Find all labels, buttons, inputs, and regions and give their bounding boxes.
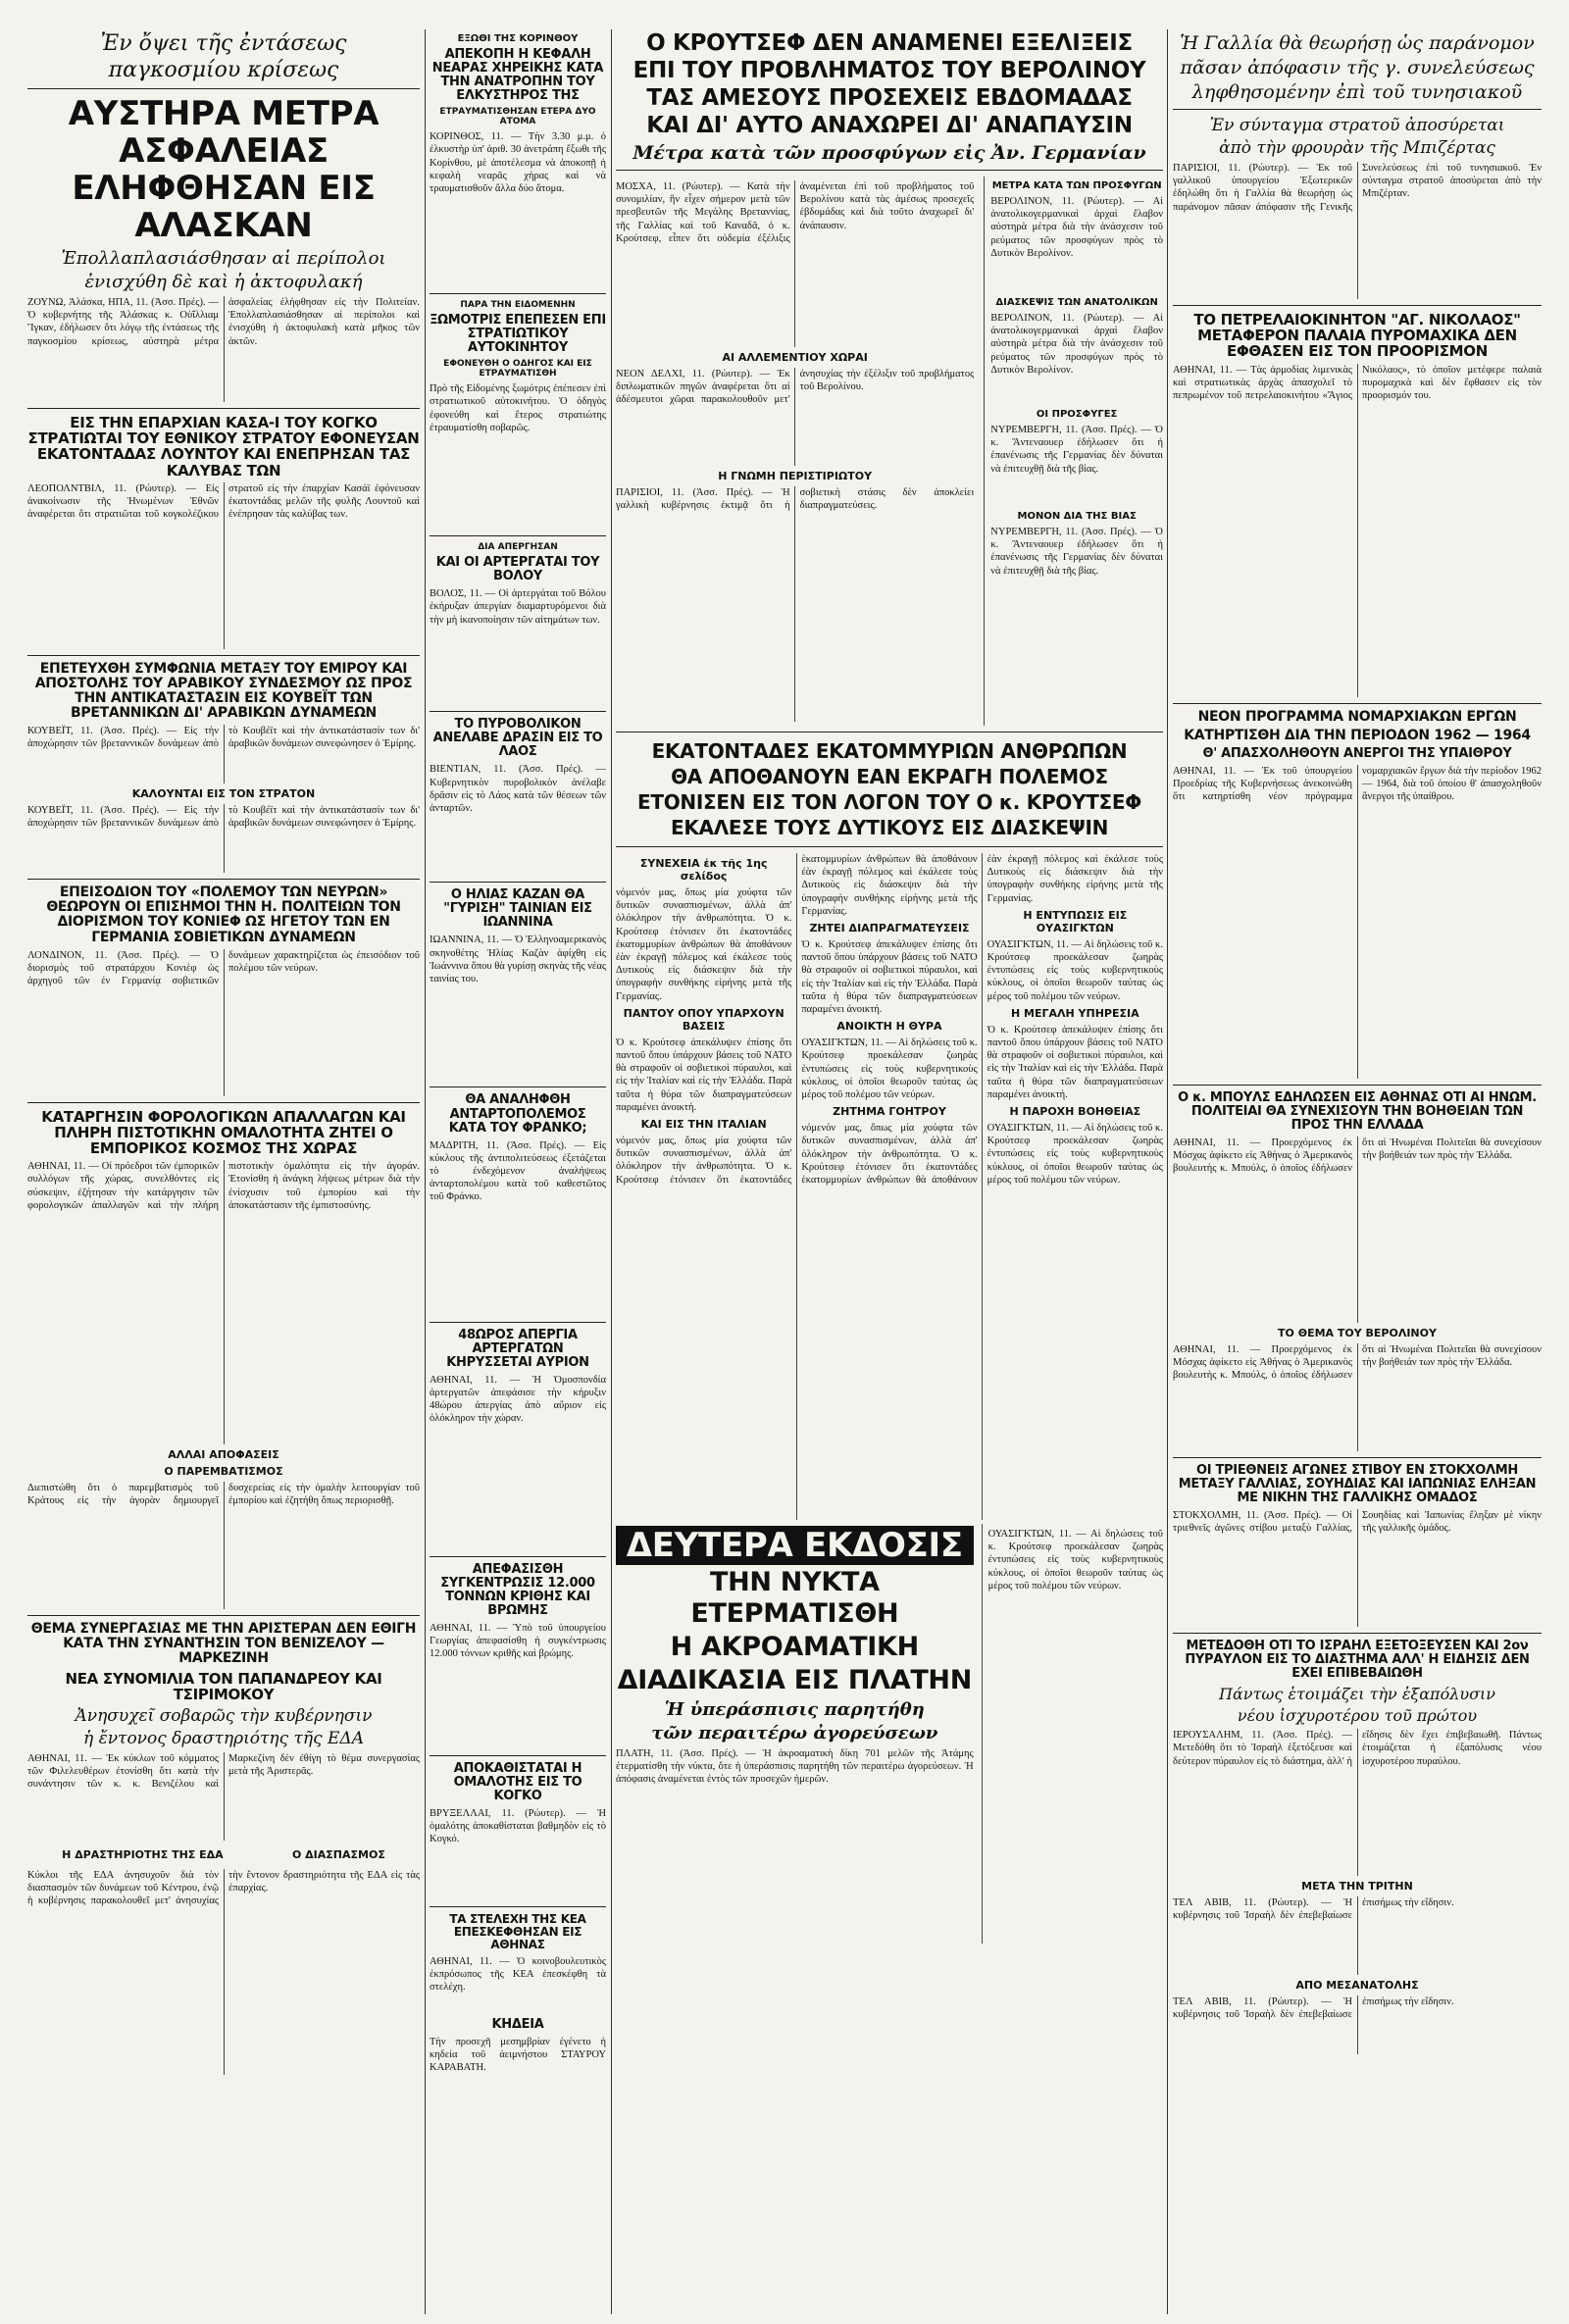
article-text: ΑΘΗΝΑΙ, 11. — Ἐκ τοῦ ὑπουργείου Προεδρίας τῆς Κυβερνήσεως ἀνεκοινώθη ὅτι κατηρτίσθη νέον πρόγραμμα νομαρχιακῶν ἔργων διὰ τὴν περίοδον 1962 — 1964, διὰ τοῦ ὁποίου θ' ἀπασχοληθοῦν ἄνεργοι τῆς ὑπαίθρου.: [1173, 765, 1542, 803]
section-subhead: ΚΑΛΟΥΝΤΑΙ ΕΙΣ ΤΟΝ ΣΤΡΑΤΟΝ: [131, 787, 316, 801]
subheadline: ἀπὸ τὴν φρουρὰν τῆς Μπιζέρτας: [1219, 138, 1495, 158]
headline: ΑΠΕΚΟΠΗ Η ΚΕΦΑΛΗ ΝΕΑΡΑΣ ΧΗΡΕΙΚΗΣ ΚΑΤΑ ΤΗΝ ΑΝΑΤΡΟΠΗΝ ΤΟΥ ΕΛΚΥΣΤΗΡΟΣ ΤΗΣ: [431, 47, 604, 104]
article-text: ΑΘΗΝΑΙ, 11. — Οἱ πρόεδροι τῶν ἐμπορικῶν συλλόγων τῆς χώρας, συνελθόντες εἰς σύσκεψιν, ἐζήτησαν τὴν κατάργησιν τῶν φορολογικῶν ἀπαλλαγῶν καὶ τὴν πλήρη πιστοτικὴν ὁμαλότητα εἰς τὴν ἀγοράν. Ἐτονίσθη ἡ ἀνάγκη λήψεως μέτρων διὰ τὴν ἐνίσχυσιν τοῦ ἐμπορίου καὶ τὴν ἀποκατάστασιν τῆς ἐμπιστοσύνης.: [27, 1161, 420, 1211]
kicker: Ἐν ὄψει τῆς ἐντάσεως: [100, 31, 347, 56]
headline: ΤΗΝ ΝΥΚΤΑ ΕΤΕΡΜΑΤΙΣΘΗ: [690, 1567, 899, 1629]
section-subhead: Η ΠΑΡΟΧΗ ΒΟΗΘΕΙΑΣ: [1009, 1105, 1141, 1119]
section-subhead: ΖΗΤΗΜΑ ΓΟΗΤΡΟΥ: [833, 1105, 946, 1119]
column-rule: [1167, 29, 1168, 2314]
section-subhead: ΔΙΑΣΚΕΨΙΣ ΤΩΝ ΑΝΑΤΟΛΙΚΩΝ: [995, 297, 1158, 308]
headline: ΑΠΕΦΑΣΙΣΘΗ ΣΥΓΚΕΝΤΡΩΣΙΣ 12.000 ΤΟΝΝΩΝ ΚΡΙΘΗΣ ΚΑΙ ΒΡΩΜΗΣ: [440, 1561, 595, 1618]
section-subhead: Η ΔΡΑΣΤΗΡΙΟΤΗΣ ΤΗΣ ΕΔΑ: [62, 1847, 224, 1861]
subheadline: Ἐπολλαπλασιάσθησαν αἱ περίπολοι: [61, 248, 386, 269]
edition-banner: ΔΕΥΤΕΡΑ ΕΚΔΟΣΙΣ: [616, 1526, 974, 1565]
headline: ΚΑΤΑΡΓΗΣΙΝ ΦΟΡΟΛΟΓΙΚΩΝ ΑΠΑΛΛΑΓΩΝ ΚΑΙ ΠΛΗΡΗ ΠΙΣΤΟΤΙΚΗΝ ΟΜΑΛΟΤΗΤΑ ΖΗΤΕΙ Ο ΕΜΠΟΡΙΚΟΣ ΚΟΣΜΟΣ ΤΗΣ ΧΩΡΑΣ: [41, 1107, 406, 1157]
headline: ΘΕΜΑ ΣΥΝΕΡΓΑΣΙΑΣ ΜΕ ΤΗΝ ΑΡΙΣΤΕΡΑΝ ΔΕΝ ΕΘΙΓΗ ΚΑΤΑ ΤΗΝ ΣΥΝΑΝΤΗΣΙΝ ΤΟΝ ΒΕΝΙΖΕΛΟΥ — ΜΑΡΚΕΖΙΝΗ: [30, 1621, 417, 1667]
article-text: ΒΕΡΟΛΙΝΟΝ, 11. (Ρώυτερ). — Αἱ ἀνατολικογερμανικαὶ ἀρχαὶ ἔλαβον αὐστηρὰ μέτρα διὰ τὴν ἀνάσχεσιν τοῦ ρεύματος τῶν προσφύγων πρὸς τὸ Δυτικὸν Βερολίνον.: [990, 196, 1163, 259]
article-text: ΑΘΗΝΑΙ, 11. — Ἡ Ὁμοσπονδία ἀρτεργατῶν ἀπεφάσισε τὴν κήρυξιν 48ώρου ἀπεργίας ἀπὸ αὔριον εἰς ὁλόκληρον τὴν χώραν.: [430, 1374, 606, 1425]
headline: ΕΠΕΙΣΟΔΙΟΝ ΤΟΥ «ΠΟΛΕΜΟΥ ΤΩΝ ΝΕΥΡΩΝ» ΘΕΩΡΟΥΝ ΟΙ ΕΠΙΣΗΜΟΙ ΤΗΝ Η. ΠΟΛΙΤΕΙΩΝ ΤΟΝ ΔΙΟΡΙΣΜΟΝ ΤΟΥ ΚΟΝΙΕΦ ΩΣ ΗΓΕΤΟΥ ΤΩΝ ΕΝ ΓΕΡΜΑΝΙΑ ΣΟΒΙΕΤΙΚΩΝ ΔΥΝΑΜΕΩΝ: [46, 884, 401, 945]
headline: ΝΕΟΝ ΠΡΟΓΡΑΜΜΑ ΝΟΜΑΡΧΙΑΚΩΝ ΕΡΓΩΝ: [1197, 708, 1517, 725]
article-text: ΒΟΛΟΣ, 11. — Οἱ ἀρτεργάται τοῦ Βόλου ἐκήρυξαν ἀπεργίαν διαμαρτυρόμενοι διὰ τὴν μὴ ἱκανοποίησιν τῶν αἰτημάτων των.: [430, 588, 606, 626]
article-text: ΑΘΗΝΑΙ, 11. — Ὑπὸ τοῦ ὑπουργείου Γεωργίας ἀπεφασίσθη ἡ συγκέντρωσις 12.000 τόννων κριθῆς καὶ βρώμης.: [430, 1622, 606, 1660]
article-text: ΑΘΗΝΑΙ, 11. — Ἐκ κύκλων τοῦ κόμματος τῶν Φιλελευθέρων ἐτονίσθη ὅτι κατὰ τὴν συνάντησιν τῶν κ. κ. Βενιζέλου καὶ Μαρκεζίνη δὲν ἐθίγη τὸ θέμα συνεργασίας μετὰ τῆς Ἀριστερᾶς.: [27, 1752, 420, 1791]
headline: ΕΙΣ ΤΗΝ ΕΠΑΡΧΙΑΝ ΚΑΣΑ-Ι ΤΟΥ ΚΟΓΚΟ ΣΤΡΑΤΙΩΤΑΙ ΤΟΥ ΕΘΝΙΚΟΥ ΣΤΡΑΤΟΥ ΕΦΟΝΕΥΣΑΝ ΕΚΑΤΟΝΤΑΔΑΣ ΛΟΥΝΤΟΥ ΚΑΙ ΕΝΕΠΡΗΣΑΝ ΤΑΣ ΚΑΛΥΒΑΣ ΤΩΝ: [27, 414, 420, 480]
headline: ΚΗΔΕΙΑ: [491, 2016, 544, 2032]
article-text: Διεπιστώθη ὅτι ὁ παρεμβατισμὸς τοῦ Κράτους εἰς τὴν ἀγορὰν δημιουργεῖ δυσχερείας εἰς τὴν ὁμαλὴν λειτουργίαν τοῦ ἐμπορίου καὶ ἐζητήθη ὅπως περιορισθῇ.: [27, 1483, 420, 1507]
section-subhead: Ο ΠΑΡΕΜΒΑΤΙΣΜΟΣ: [164, 1465, 283, 1479]
headline: Ο ΗΛΙΑΣ ΚΑΖΑΝ ΘΑ "ΓΥΡΙΣΗ" ΤΑΙΝΙΑΝ ΕΙΣ ΙΩΑΝΝΙΝΑ: [443, 887, 592, 931]
headline: Η ΑΚΡΟΑΜΑΤΙΚΗ: [670, 1632, 919, 1662]
left-column: [27, 29, 420, 2314]
headline: ΟΙ ΤΡΙΕΘΝΕΙΣ ΑΓΩΝΕΣ ΣΤΙΒΟΥ ΕΝ ΣΤΟΚΧΟΛΜΗ ΜΕΤΑΞΥ ΓΑΛΛΙΑΣ, ΣΟΥΗΔΙΑΣ ΚΑΙ ΙΑΠΩΝΙΑΣ ΕΛΗΞΑΝ ΜΕ ΝΙΚΗΝ ΤΗΣ ΓΑΛΛΙΚΗΣ ΟΜΑΔΟΣ: [1178, 1462, 1537, 1505]
subheadline: τῶν περαιτέρω ἀγορεύσεων: [651, 1723, 938, 1743]
article-text: ΜΑΔΡΙΤΗ, 11. (Ἀσσ. Πρές). — Εἰς κύκλους τῆς ἀντιπολιτεύσεως ἐξετάζεται τὸ ἐνδεχόμενον ἀναλήψεως ἀνταρτοπολέμου κατὰ τοῦ καθεστῶτος τοῦ Φράνκο.: [430, 1139, 606, 1203]
section-subhead: ΑΛΛΑΙ ΑΠΟΦΑΣΕΙΣ: [168, 1448, 279, 1462]
article-text: ΝΕΟΝ ΔΕΛΧΙ, 11. (Ρώυτερ). — Ἐκ διπλωματικῶν πηγῶν ἀναφέρεται ὅτι αἱ ἀδέσμευτοι χῶραι παρακολουθοῦν μετ' ἀνησυχίας τὴν ἐξέλιξιν τοῦ προβλήματος τοῦ Βερολίνου.: [616, 369, 975, 406]
kicker: ΕΞΩΘΙ ΤΗΣ ΚΟΡΙΝΘΟΥ: [457, 33, 579, 44]
subheadline: Ἐν σύνταγμα στρατοῦ ἀποσύρεται: [1209, 116, 1505, 135]
article-text: ΟΥΑΣΙΓΚΤΩΝ, 11. — Αἱ δηλώσεις τοῦ κ. Κρούτσεφ προεκάλεσαν ζωηρὰς ἐντυπώσεις εἰς τοὺς κυβερνητικοὺς κύκλους, οἱ ὁποῖοι θεωροῦν ταύτας ὡς μέρος τοῦ πολέμου τῶν νεύρων.: [987, 938, 1163, 1002]
article-text: ΚΟΡΙΝΘΟΣ, 11. — Τὴν 3.30 μ.μ. ὁ ἐλκυστὴρ ὑπ' ἀριθ. 30 ἀνετράπη ἔξωθι τῆς Κορίνθου, μὲ ἀποτέλεσμα νὰ ἀποκοπῇ ἡ κεφαλὴ νεαρᾶς χήρας καὶ νὰ τραυματισθοῦν ἄλλα δύο ἄτομα.: [430, 131, 606, 194]
lead-headline: ΤΑΣ ΑΜΕΣΟΥΣ ΠΡΟΣΕΧΕΙΣ ΕΒΔΟΜΑΔΑΣ: [646, 85, 1133, 111]
article-text: ΒΕΡΟΛΙΝΟΝ, 11. (Ρώυτερ). — Αἱ ἀνατολικογερμανικαὶ ἀρχαὶ ἔλαβον αὐστηρὰ μέτρα διὰ τὴν ἀνάσχεσιν τοῦ ρεύματος τῶν προσφύγων πρὸς τὸ Δυτικὸν Βερολίνον.: [990, 313, 1163, 376]
section-subhead: ΣΥΝΕΧΕΙΑ ἐκ τῆς 1ης σελίδος: [639, 857, 768, 883]
subheadline: νέου ἰσχυροτέρου τοῦ πρώτου: [1237, 1706, 1478, 1726]
kicker: ΔΙΑ ΑΠΕΡΓΗΣΑΝ: [478, 542, 558, 553]
section-subhead: Η ΓΝΩΜΗ ΠΕΡΙΣΤΙΡΙΩΤΟΥ: [718, 470, 873, 482]
headline: ΔΙΑΔΙΚΑΣΙΑ ΕΙΣ ΠΛΑΤΗΝ: [617, 1665, 973, 1695]
article-text: ΙΩΑΝΝΙΝΑ, 11. — Ὁ Ἑλληνοαμερικανὸς σκηνοθέτης Ἠλίας Καζὰν ἀφίχθη εἰς Ἰωάννινα ὅπου θὰ γυρίσῃ σκηνὰς τῆς νέας ταινίας του.: [430, 935, 606, 985]
lead-headline: Ο ΚΡΟΥΤΣΕΦ ΔΕΝ ΑΝΑΜΕΝΕΙ ΕΞΕΛΙΞΕΙΣ: [646, 30, 1133, 56]
narrow-column: [430, 29, 606, 2314]
headline: ΕΤΟΝΙΣΕΝ ΕΙΣ ΤΟΝ ΛΟΓΟΝ ΤΟΥ Ο κ. ΚΡΟΥΤΣΕΦ: [637, 790, 1141, 814]
headline: Θ' ΑΠΑΣΧΟΛΗΘΟΥΝ ΑΝΕΡΓΟΙ ΤΗΣ ΥΠΑΙΘΡΟΥ: [1202, 745, 1512, 761]
article-text: Τὴν προσεχῆ μεσημβρίαν ἐγένετο ἡ κηδεία τοῦ ἀειμνήστου ΣΤΑΥΡΟΥ ΚΑΡΑΒΑΤΗ.: [430, 2036, 606, 2074]
article-text: ΤΕΛ ΑΒΙΒ, 11. (Ρώυτερ). — Ἡ κυβέρνησις τοῦ Ἰσραὴλ δὲν ἐπεβεβαίωσε ἐπισήμως τὴν εἴδησιν.: [1173, 1996, 1454, 2021]
subheadline: Μέτρα κατὰ τῶν προσφύγων εἰς Ἀν. Γερμανίαν: [633, 142, 1146, 164]
article-text: ΛΕΟΠΟΛΝΤΒΙΛ, 11. (Ρώυτερ). — Εἰς ἀνακοίνωσιν τῆς Ἡνωμένων Ἐθνῶν ἀναφέρεται ὅτι στρατιῶται τοῦ κογκολέζικου στρατοῦ εἰς τὴν ἐπαρχίαν Κασάϊ ἐφόνευσαν ἑκατοντάδας μελῶν τῆς φυλῆς Λουντοῦ καὶ ἐνέπρησαν τὰς καλύβας των.: [27, 482, 420, 521]
section-subhead: Ο ΔΙΑΣΠΑΣΜΟΣ: [291, 1847, 385, 1861]
lead-headline: ληφθησομένην ἐπὶ τοῦ τυνησιακοῦ: [1191, 81, 1523, 103]
article-text: ΟΥΑΣΙΓΚΤΩΝ, 11. — Αἱ δηλώσεις τοῦ κ. Κρούτσεφ προεκάλεσαν ζωηρὰς ἐντυπώσεις εἰς τοὺς κυβερνητικοὺς κύκλους, οἱ ὁποῖοι θεωροῦν ταύτας ὡς μέρος τοῦ πολέμου τῶν νεύρων.: [987, 1529, 1163, 1591]
subheadline: ἡ ἔντονος δραστηριότης τῆς ΕΔΑ: [83, 1728, 364, 1748]
headline: Ο κ. ΜΠΟΥΛΣ ΕΔΗΛΩΣΕΝ ΕΙΣ ΑΘΗΝΑΣ ΟΤΙ ΑΙ ΗΝΩΜ. ΠΟΛΙΤΕΙΑΙ ΘΑ ΣΥΝΕΧΙΣΟΥΝ ΤΗΝ ΒΟΗΘΕΙΑΝ ΤΩΝ ΠΡΟΣ ΤΗΝ ΕΛΛΑΔΑ: [1178, 1089, 1537, 1133]
section-subhead: ΤΟ ΘΕΜΑ ΤΟΥ ΒΕΡΟΛΙΝΟΥ: [1278, 1326, 1437, 1339]
right-column: [1173, 29, 1542, 2314]
article-text: ΠΛΑΤΗ, 11. (Ἀσσ. Πρές). — Ἡ ἀκροαματικὴ δίκη 701 μελῶν τῆς Ἀτάμης ἐτερματίσθη τὴν νύκτα, ὅτε ἡ ὑπεράσπισις παρητήθη τῶν περαιτέρω ἀγορεύσεων. Ἡ ἀπόφασις ἀναμένεται ἐντὸς τῶν προσεχῶν ἡμερῶν.: [616, 1748, 974, 1786]
section-subhead: ΜΕΤΑ ΤΗΝ ΤΡΙΤΗΝ: [1301, 1880, 1413, 1894]
lead-headline: ΚΑΙ ΔΙ' ΑΥΤΟ ΑΝΑΧΩΡΕΙ ΔΙ' ΑΝΑΠΑΥΣΙΝ: [646, 113, 1133, 138]
section-subhead: Η ΜΕΓΑΛΗ ΥΠΗΡΕΣΙΑ: [1010, 1006, 1139, 1020]
article-text: νόμενόν μας, ὅπως μία χούφτα τῶν δυτικῶν συνασπισμένων, ἀλλὰ ἀπ' ὁλόκληρον τὴν ἀνθρωπότητα. Ὁ κ. Κρούτσεφ ἐτόνισεν ὅτι ἑκατοντάδες ἑκατομμυρίων ἀνθρώπων θὰ ἀποθάνουν ἐὰν ἐκραγῇ πόλεμος καὶ ἐκάλεσε τοὺς Δυτικοὺς εἰς διάσκεψιν διὰ τὴν ὑπογραφὴν συνθήκης εἰρήνης μετὰ τῆς Γερμανίας.: [616, 854, 978, 1186]
section-subhead: ΕΦΟΝΕΥΘΗ Ο ΟΔΗΓΟΣ ΚΑΙ ΕΙΣ ΕΤΡΑΥΜΑΤΙΣΘΗ: [443, 359, 592, 379]
article-text: νόμενόν μας, ὅπως μία χούφτα τῶν δυτικῶν συνασπισμένων, ἀλλὰ ἀπ' ὁλόκληρον τὴν ἀνθρωπότητα. Ὁ κ. Κρούτσεφ ἐτόνισεν ὅτι ἑκατοντάδες ἑκατομμυρίων ἀνθρώπων θὰ ἀποθάνουν ἐὰν ἐκραγῇ πόλεμος καὶ ἐκάλεσε τοὺς Δυτικοὺς εἰς διάσκεψιν διὰ τὴν ὑπογραφὴν συνθήκης εἰρήνης μετὰ τῆς Γερμανίας.: [801, 854, 1163, 1187]
article-text: ΑΘΗΝΑΙ, 11. — Προερχόμενος ἐκ Μόσχας ἀφίκετο εἰς Ἀθήνας ὁ Ἀμερικανὸς βουλευτὴς κ. Μπούλς, ὁ ὁποῖος ἐδήλωσεν ὅτι αἱ Ἡνωμέναι Πολιτεῖαι θὰ συνεχίσουν τὴν βοήθειάν των πρὸς τὴν Ἑλλάδα.: [1173, 1137, 1542, 1175]
article-text: ΑΘΗΝΑΙ, 11. — Προερχόμενος ἐκ Μόσχας ἀφίκετο εἰς Ἀθήνας ὁ Ἀμερικανὸς βουλευτὴς κ. Μπούλς, ὁ ὁποῖος ἐδήλωσεν ὅτι αἱ Ἡνωμέναι Πολιτεῖαι θὰ συνεχίσουν τὴν βοήθειάν των πρὸς τὴν Ἑλλάδα.: [1173, 1343, 1542, 1382]
kicker: ΠΑΡΑ ΤΗΝ ΕΙΔΟΜΕΝΗΝ: [460, 300, 576, 311]
section-subhead: ΜΕΤΡΑ ΚΑΤΑ ΤΩΝ ΠΡΟΣΦΥΓΩΝ: [991, 180, 1162, 191]
headline: ΤΟ ΠΥΡΟΒΟΛΙΚΟΝ ΑΝΕΛΑΒΕ ΔΡΑΣΙΝ ΕΙΣ ΤΟ ΛΑΟΣ: [432, 717, 603, 760]
article-text: ΝΥΡΕΜΒΕΡΓΗ, 11. (Ἀσσ. Πρές). — Ὁ κ. Ἄντεναουερ ἐδήλωσεν ὅτι ἡ ἐπανένωσις τῆς Γερμανίας δὲν δύναται νὰ ἐπιτευχθῇ διὰ τῆς βίας.: [990, 425, 1163, 475]
article-text: ΠΑΡΙΣΙΟΙ, 11. (Ρώυτερ). — Ἐκ τοῦ γαλλικοῦ ὑπουργείου Ἐξωτερικῶν ἐδηλώθη ὅτι ἡ Γαλλία θὰ θεωρήσῃ ὡς παράνομον πᾶσαν ἀπόφασιν τῆς Γενικῆς Συνελεύσεως ἐπὶ τοῦ τυνησιακοῦ. Ἐν σύνταγμα στρατοῦ ἀποσύρεται ἀπὸ τὴν Μπιζέρταν.: [1173, 163, 1542, 213]
column-rule: [611, 29, 612, 2314]
subheadline: Ἡ ὑπεράσπισις παρητήθη: [664, 1699, 925, 1720]
article-text: ΚΟΥΒΕΪΤ, 11. (Ἀσσ. Πρές). — Εἰς τὴν ἀποχώρησιν τῶν βρεταννικῶν δυνάμεων ἀπὸ τὸ Κουβέϊτ καὶ τὴν ἀντικατάστασίν των δι' ἀραβικῶν δυνάμεων συνεφώνησεν ὁ Ἐμίρης.: [27, 805, 420, 830]
section-subhead: ΜΟΝΟΝ ΔΙΑ ΤΗΣ ΒΙΑΣ: [1017, 511, 1137, 522]
article-text: ΝΥΡΕΜΒΕΡΓΗ, 11. (Ἀσσ. Πρές). — Ὁ κ. Ἄντεναουερ ἐδήλωσεν ὅτι ἡ ἐπανένωσις τῆς Γερμανίας δὲν δύναται νὰ ἐπιτευχθῇ διὰ τῆς βίας.: [990, 527, 1163, 577]
article-text: Κύκλοι τῆς ΕΔΑ ἀνησυχοῦν διὰ τὸν διασπασμὸν τῶν δυνάμεων τοῦ Κέντρου, ἐνῷ ἡ κυβέρνησις παρακολουθεῖ μετ' ἀνησυχίας τὴν ἔντονον δραστηριότητα τῆς ΕΔΑ εἰς τὰς ἐπαρχίας.: [27, 1869, 420, 1907]
subheadline: Πάντως ἑτοιμάζει τὴν ἐξαπόλυσιν: [1219, 1685, 1495, 1704]
headline: ΑΠΟΚΑΘΙΣΤΑΤΑΙ Η ΟΜΑΛΟΤΗΣ ΕΙΣ ΤΟ ΚΟΓΚΟ: [453, 1760, 582, 1803]
article-text: ΜΟΣΧΑ, 11. (Ρώυτερ). — Κατὰ τὴν συνομιλίαν, ἣν εἶχεν σήμερον μετὰ τῶν πρεσβευτῶν τῆς Μεγάλης Βρεταννίας, τῆς Γαλλίας καὶ τοῦ Καναδᾶ, ὁ κ. Κρούτσεφ, εἶπεν ὅτι οὐδεμία ἐξέλιξις ἀναμένεται ἐπὶ τοῦ προβλήματος τοῦ Βερολίνου κατὰ τὰς ἀμέσως προσεχεῖς ἑβδομάδας καὶ διὰ τοῦτο ἀναχωρεῖ δι' ἀνάπαυσιν.: [616, 181, 975, 244]
section-subhead: ΟΙ ΠΡΟΣΦΥΓΕΣ: [1036, 409, 1118, 420]
section-subhead: ΕΤΡΑΥΜΑΤΙΣΘΗΣΑΝ ΕΤΕΡΑ ΔΥΟ ΑΤΟΜΑ: [439, 107, 596, 127]
lead-headline: ΕΠΙ ΤΟΥ ΠΡΟΒΛΗΜΑΤΟΣ ΤΟΥ ΒΕΡΟΛΙΝΟΥ: [633, 58, 1146, 83]
section-subhead: ΚΑΙ ΕΙΣ ΤΗΝ ΙΤΑΛΙΑΝ: [640, 1118, 767, 1132]
subheadline: ἐνισχύθη δὲ καὶ ἡ ἀκτοφυλακή: [84, 272, 363, 292]
article-text: ΒΡΥΞΕΛΛΑΙ, 11. (Ρώυτερ). — Ἡ ὁμαλότης ἀποκαθίσταται βαθμηδὸν εἰς τὸ Κογκό.: [430, 1807, 606, 1845]
kicker: παγκοσμίου κρίσεως: [108, 58, 339, 82]
headline: ΕΚΑΤΟΝΤΑΔΕΣ ΕΚΑΤΟΜΜΥΡΙΩΝ ΑΝΘΡΩΠΩΝ: [651, 739, 1128, 763]
headline: ΚΑΤΗΡΤΙΣΘΗ ΔΙΑ ΤΗΝ ΠΕΡΙΟΔΟΝ 1962 — 1964: [1184, 727, 1531, 743]
article-text: Ὁ κ. Κρούτσεφ ἀπεκάλυψεν ἐπίσης ὅτι παντοῦ ὅπου ὑπάρχουν βάσεις τοῦ ΝΑΤΟ θὰ στραφοῦν οἱ σοβιετικοὶ πύραυλοι, καὶ εἰς τὴν Ἰταλίαν καὶ εἰς τὴν Ἑλλάδα. Παρὰ ταῦτα ἡ θύρα τῶν διαπραγματεύσεων παραμένει ἀνοικτή.: [616, 1036, 792, 1113]
lead-headline: πᾶσαν ἀπόφασιν τῆς γ. συνελεύσεως: [1180, 57, 1535, 78]
headline: ΕΠΕΤΕΥΧΘΗ ΣΥΜΦΩΝΙΑ ΜΕΤΑΞΥ ΤΟΥ ΕΜΙΡΟΥ ΚΑΙ ΑΠΟΣΤΟΛΗΣ ΤΟΥ ΑΡΑΒΙΚΟΥ ΣΥΝΔΕΣΜΟΥ ΩΣ ΠΡΟΣ ΤΗΝ ΑΝΤΙΚΑΤΑΣΤΑΣΙΝ ΕΙΣ ΚΟΥΒΕΪΤ ΤΩΝ ΒΡΕΤΑΝΝΙΚΩΝ ΔΙ' ΑΡΑΒΙΚΩΝ ΔΥΝΑΜΕΩΝ: [34, 660, 413, 722]
section-subhead: ΑΝΟΙΚΤΗ Η ΘΥΡΑ: [836, 1020, 942, 1034]
headline: ΝΕΑ ΣΥΝΟΜΙΛΙΑ ΤΟΝ ΠΑΠΑΝΔΡΕΟΥ ΚΑΙ ΤΣΙΡΙΜΟΚΟΥ: [65, 1669, 382, 1703]
article-text: ΖΟΥΝΩ, Ἀλάσκα, ΗΠΑ, 11. (Ἀσσ. Πρές). — Ὁ κυβερνήτης τῆς Ἀλάσκας κ. Οὐΐλλιαμ Ἴγκαν, ἐδήλωσεν ὅτι λόγῳ τῆς ἐντάσεως τῆς παγκοσμίου κρίσεως, αὐστηρὰ μέτρα ἀσφαλείας ἐλήφθησαν εἰς τὴν Πολιτείαν. Ἐπολλαπλασιάσθησαν αἱ περίπολοι καὶ ἐνισχύθη ἡ ἀκτοφυλακὴ κατὰ μῆκος τῶν ἀκτῶν.: [27, 297, 420, 347]
article-text: ΙΕΡΟΥΣΑΛΗΜ, 11. (Ἀσσ. Πρές). — Μετεδόθη ὅτι τὸ Ἰσραὴλ ἐξετόξευσε καὶ δεύτερον πύραυλον εἰς τὸ διάστημα, ἀλλ' ἡ εἴδησις δὲν ἔχει ἐπιβεβαιωθῆ. Πάντως ἑτοιμάζεται ἡ ἐξαπόλυσις νέου ἰσχυροτέρου πυραύλου.: [1173, 1730, 1542, 1767]
article-text: ΤΕΛ ΑΒΙΒ, 11. (Ρώυτερ). — Ἡ κυβέρνησις τοῦ Ἰσραὴλ δὲν ἐπεβεβαίωσε ἐπισήμως τὴν εἴδησιν.: [1173, 1897, 1454, 1922]
article-text: ΑΘΗΝΑΙ, 11. — Τὰς ἀρμοδίας λιμενικὰς καὶ στρατιωτικὰς ἀρχὰς ἀπασχολεῖ τὸ πεπρωμένον τοῦ πετρελαιοκινήτου «Ἅγιος Νικόλαος», τὸ ὁποῖον μετέφερε παλαιὰ πυρομαχικὰ καὶ δὲν ἔφθασεν εἰς τὸν προορισμόν του.: [1173, 364, 1542, 401]
lead-headline: Ἡ Γαλλία θὰ θεωρήσῃ ὡς παράνομον: [1180, 32, 1535, 54]
headline: 48ΩΡΟΣ ΑΠΕΡΓΙΑ ΑΡΤΕΡΓΑΤΩΝ ΚΗΡΥΣΣΕΤΑΙ ΑΥΡΙΟΝ: [446, 1327, 589, 1370]
article-text: ΛΟΝΔΙΝΟΝ, 11. (Ἀσσ. Πρές). — Ὁ διορισμὸς τοῦ στρατάρχου Κονιὲφ ὡς ἀρχηγοῦ τῶν ἐν Γερμανίᾳ σοβιετικῶν δυνάμεων χαρακτηρίζεται ὡς ἐπεισόδιον τοῦ πολέμου τῶν νεύρων.: [27, 949, 420, 987]
article-text: Ὁ κ. Κρούτσεφ ἀπεκάλυψεν ἐπίσης ὅτι παντοῦ ὅπου ὑπάρχουν βάσεις τοῦ ΝΑΤΟ θὰ στραφοῦν οἱ σοβιετικοὶ πύραυλοι, καὶ εἰς τὴν Ἰταλίαν καὶ εἰς τὴν Ἑλλάδα. Παρὰ ταῦτα ἡ θύρα τῶν διαπραγματεύσεων παραμένει ἀνοικτή.: [987, 1024, 1163, 1100]
section-subhead: Η ΕΝΤΥΠΩΣΙΣ ΕΙΣ ΟΥΑΣΙΓΚΤΩΝ: [1023, 908, 1128, 935]
article-text: ΟΥΑΣΙΓΚΤΩΝ, 11. — Αἱ δηλώσεις τοῦ κ. Κρούτσεφ προεκάλεσαν ζωηρὰς ἐντυπώσεις εἰς τοὺς κυβερνητικοὺς κύκλους, οἱ ὁποῖοι θεωροῦν ταύτας ὡς μέρος τοῦ πολέμου τῶν νεύρων.: [801, 1037, 978, 1101]
section-subhead: ΠΑΝΤΟΥ ΟΠΟΥ ΥΠΑΡΧΟΥΝ ΒΑΣΕΙΣ: [623, 1006, 784, 1033]
column-rule: [425, 29, 426, 2314]
article-text: ΟΥΑΣΙΓΚΤΩΝ, 11. — Αἱ δηλώσεις τοῦ κ. Κρούτσεφ προεκάλεσαν ζωηρὰς ἐντυπώσεις εἰς τοὺς κυβερνητικοὺς κύκλους, οἱ ὁποῖοι θεωροῦν ταύτας ὡς μέρος τοῦ πολέμου τῶν νεύρων.: [987, 1123, 1163, 1186]
headline: ΤΑ ΣΤΕΛΕΧΗ ΤΗΣ ΚΕΑ ΕΠΕΣΚΕΦΘΗΣΑΝ ΕΙΣ ΑΘΗΝΑΣ: [449, 1911, 586, 1951]
headline: ΞΩΜΟΤΡΙΣ ΕΠΕΠΕΣΕΝ ΕΠΙ ΣΤΡΑΤΙΩΤΙΚΟΥ ΑΥΤΟΚΙΝΗΤΟΥ: [430, 313, 606, 356]
headline: ΘΑ ΑΠΟΘΑΝΟΥΝ ΕΑΝ ΕΚΡΑΓΗ ΠΟΛΕΜΟΣ: [671, 765, 1108, 788]
section-subhead: ΖΗΤΕΙ ΔΙΑΠΡΑΓΜΑΤΕΥΣΕΙΣ: [809, 922, 970, 935]
article-text: Ὁ κ. Κρούτσεφ ἀπεκάλυψεν ἐπίσης ὅτι παντοῦ ὅπου ὑπάρχουν βάσεις τοῦ ΝΑΤΟ θὰ στραφοῦν οἱ σοβιετικοὶ πύραυλοι, καὶ εἰς τὴν Ἰταλίαν καὶ εἰς τὴν Ἑλλάδα. Παρὰ ταῦτα ἡ θύρα τῶν διαπραγματεύσεων παραμένει ἀνοικτή.: [801, 939, 978, 1016]
headline: ΑΥΣΤΗΡΑ ΜΕΤΡΑ ΑΣΦΑΛΕΙΑΣ ΕΛΗΦΘΗΣΑΝ ΕΙΣ ΑΛΑΣΚΑΝ: [68, 94, 380, 245]
headline: ΤΟ ΠΕΤΡΕΛΑΙΟΚΙΝΗΤΟΝ "ΑΓ. ΝΙΚΟΛΑΟΣ" ΜΕΤΑΦΕΡΟΝ ΠΑΛΑΙΑ ΠΥΡΟΜΑΧΙΚΑ ΔΕΝ ΕΦΘΑΣΕΝ ΕΙΣ ΤΟΝ ΠΡΟΟΡΙΣΜΟΝ: [1193, 311, 1521, 361]
article-text: ΣΤΟΚΧΟΛΜΗ, 11. (Ἀσσ. Πρές). — Οἱ τριεθνεῖς ἀγῶνες στίβου μεταξὺ Γαλλίας, Σουηδίας καὶ Ἰαπωνίας ἔληξαν μὲ νίκην τῆς γαλλικῆς ὁμάδος.: [1173, 1510, 1542, 1535]
headline: ΕΚΑΛΕΣΕ ΤΟΥΣ ΔΥΤΙΚΟΥΣ ΕΙΣ ΔΙΑΣΚΕΨΙΝ: [670, 816, 1109, 839]
center-block: [616, 29, 1163, 2314]
article-text: ΚΟΥΒΕΪΤ, 11. (Ἀσσ. Πρές). — Εἰς τὴν ἀποχώρησιν τῶν βρεταννικῶν δυνάμεων ἀπὸ τὸ Κουβέϊτ καὶ τὴν ἀντικατάστασίν των δι' ἀραβικῶν δυνάμεων συνεφώνησεν ὁ Ἐμίρης.: [27, 726, 420, 750]
headline: ΚΑΙ ΟΙ ΑΡΤΕΡΓΑΤΑΙ ΤΟΥ ΒΟΛΟΥ: [435, 555, 600, 584]
article-text: ΠΑΡΙΣΙΟΙ, 11. (Ἀσσ. Πρές). — Ἡ γαλλικὴ κυβέρνησις ἐκτιμᾷ ὅτι ἡ σοβιετικὴ στάσις δὲν ἀποκλείει διαπραγματεύσεις.: [616, 487, 975, 512]
article-text: νόμενόν μας, ὅπως μία χούφτα τῶν δυτικῶν συνασπισμένων, ἀλλὰ ἀπ' ὁλόκληρον τὴν ἀνθρωπότητα. Ὁ κ. Κρούτσεφ ἐτόνισεν ὅτι ἑκατοντάδες ἑκατομμυρίων ἀνθρώπων θὰ ἀποθάνουν ἐὰν ἐκραγῇ πόλεμος καὶ ἐκάλεσε τοὺς Δυτικοὺς εἰς διάσκεψιν διὰ τὴν ὑπογραφὴν συνθήκης εἰρήνης μετὰ τῆς Γερμανίας.: [616, 887, 792, 1002]
headline: ΜΕΤΕΔΟΘΗ ΟΤΙ ΤΟ ΙΣΡΑΗΛ ΕΞΕΤΟΞΕΥΣΕΝ ΚΑΙ 2ον ΠΥΡΑΥΛΟΝ ΕΙΣ ΤΟ ΔΙΑΣΤΗΜΑ ΑΛΛ' Η ΕΙΔΗΣΙΣ ΔΕΝ ΕΧΕΙ ΕΠΙΒΕΒΑΙΩΘΗ: [1185, 1639, 1530, 1682]
subheadline: Ἀνησυχεῖ σοβαρῶς τὴν κυβέρνησιν: [75, 1705, 373, 1726]
article-text: Πρὸ τῆς Εἰδομένης ξωμότρις ἐπέπεσεν ἐπὶ στρατιωτικοῦ αὐτοκινήτου. Ὁ ὁδηγὸς ἐφονεύθη καὶ ἕτερος στρατιώτης ἐτραυματίσθη σοβαρῶς.: [430, 383, 606, 433]
article-text: ΒΙΕΝΤΙΑΝ, 11. (Ἀσσ. Πρές). — Κυβερνητικὸν πυροβολικὸν ἀνέλαβε δρᾶσιν εἰς τὸ Λάος κατὰ τῶν θέσεων τῶν ἀνταρτῶν.: [430, 764, 606, 814]
article-text: ΑΘΗΝΑΙ, 11. — Ὁ κοινοβουλευτικὸς ἐκπρόσωπος τῆς ΚΕΑ ἐπεσκέφθη τὰ στελέχη.: [430, 1955, 606, 1994]
section-subhead: ΑΠΟ ΜΕΣΑΝΑΤΟΛΗΣ: [1295, 1979, 1419, 1993]
section-subhead: ΑΙ ΑΛΛΕΜΕΝΤΙΟΥ ΧΩΡΑΙ: [722, 351, 868, 364]
headline: ΘΑ ΑΝΑΛΗΦΘΗ ΑΝΤΑΡΤΟΠΟΛΕΜΟΣ ΚΑΤΑ ΤΟΥ ΦΡΑΝΚΟ;: [448, 1092, 587, 1136]
